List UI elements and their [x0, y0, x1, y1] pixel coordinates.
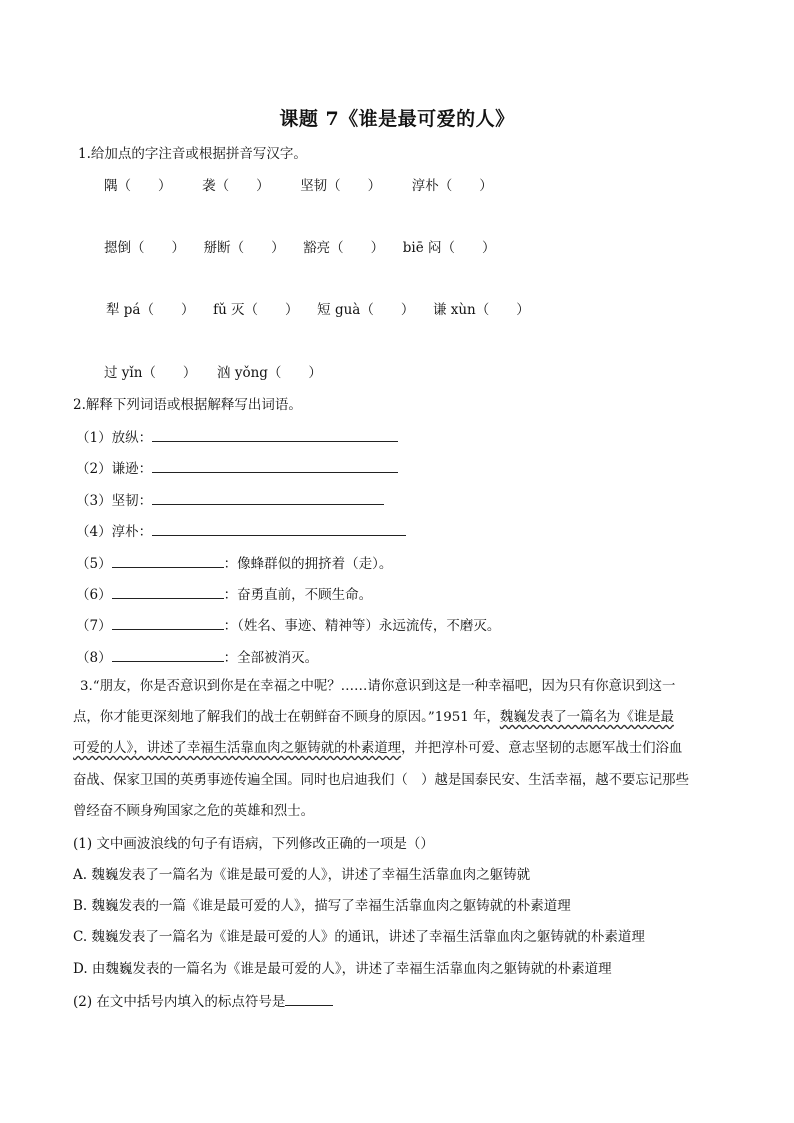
q1-row2: [104, 239, 496, 257]
q3-passage-line: [73, 740, 682, 758]
q2-item-number: （8）: [76, 650, 112, 666]
q3-option-d[interactable]: D. 由魏巍发表的一篇名为《谁是最可爱的人》，讲述了幸福生活靠血肉之躯铸就的朴素道理: [73, 961, 612, 977]
q2-item: [76, 584, 372, 604]
answer-blank[interactable]: [112, 584, 224, 599]
q3-wavy-sentence: 魏巍发表了一篇名为《谁是最: [499, 710, 674, 725]
q3-passage-text: ，并把淳朴可爱、意志坚韧的志愿军战士们浴血: [401, 741, 683, 756]
q2-item-number: （2）: [76, 461, 112, 477]
page-title: 课题 7《谁是最可爱的人》: [279, 108, 515, 130]
q2-item-number: （7）: [76, 618, 112, 634]
q2-item-word: 谦逊：: [111, 461, 153, 477]
q1-row1-item: 淳朴（ ）: [411, 178, 493, 194]
q1-row2-item: 掰断（ ）: [203, 240, 285, 256]
q3-passage-line: 奋战、保家卫国的英勇事迹传遍全国。同时也启迪我们（ ）越是国泰民安、生活幸福，越不要忘记那些: [73, 773, 689, 788]
q2-item-number: （1）: [76, 430, 112, 446]
q2-prompt: 2.解释下列词语或根据解释写出词语。: [73, 397, 302, 413]
q1-row1-item: 坚韧（ ）: [300, 178, 382, 194]
q2-item-number: （3）: [76, 493, 112, 509]
q1-row2-item: 豁亮（ ）: [303, 240, 385, 256]
q1-row2-item: biē 闷（ ）: [402, 240, 496, 256]
q1-row3-item: 短 guà（ ）: [317, 302, 415, 318]
answer-blank[interactable]: [152, 521, 406, 536]
q2-item-word: 放纵：: [111, 430, 153, 446]
q2-item-number: （5）: [76, 556, 112, 572]
q2-item-definition: ：像蜂群似的拥挤着（走）。: [223, 556, 393, 572]
q2-item: [76, 521, 406, 541]
q2-item-definition: ：奋勇直前，不顾生命。: [223, 587, 373, 603]
q2-item: [76, 615, 500, 635]
q3-subquestion: [73, 991, 333, 1011]
q2-item-definition: ：（姓名、事迹、精神等）永远流传，不磨灭。: [223, 618, 501, 634]
q2-item: [76, 427, 398, 447]
answer-blank[interactable]: [152, 427, 398, 442]
q1-row4-item: 过 yǐn（ ）: [104, 365, 197, 381]
q2-item: [76, 490, 384, 510]
q3-passage-line: [73, 709, 674, 727]
q2-item-word: 淳朴：: [111, 524, 153, 540]
q1-row1-item: 隅（ ）: [104, 178, 172, 194]
q3-passage-line: 曾经奋不顾身殉国家之危的英雄和烈士。: [73, 804, 315, 819]
q2-item: [76, 458, 398, 478]
q1-row3: [106, 301, 530, 319]
q1-row3-item: 谦 xùn（ ）: [432, 302, 530, 318]
q1-row4-item: 汹 yǒng（ ）: [217, 365, 322, 381]
q2-item: [76, 647, 318, 667]
q1-row4: [104, 364, 322, 382]
answer-blank[interactable]: [112, 647, 224, 662]
q1-row2-item: 摁倒（ ）: [104, 240, 185, 256]
answer-blank[interactable]: [112, 553, 224, 568]
answer-blank[interactable]: [112, 615, 224, 630]
q3-wavy-sentence: 可爱的人》，讲述了幸福生活靠血肉之躯铸就的朴素道理: [73, 741, 402, 756]
q2-item-number: （4）: [76, 524, 112, 540]
q3-passage-line: 3.“朋友，你是否意识到你是在幸福之中呢？……请你意识到这是一种幸福吧，因为只有你意识到这一: [80, 679, 676, 694]
answer-blank[interactable]: [152, 490, 384, 505]
q1-row3-item: fǔ 灭（ ）: [213, 302, 299, 318]
q3-subquestion: (1) 文中画波浪线的句子有语病，下列修改正确的一项是（）: [73, 836, 434, 852]
q3-passage-text: 点，你才能更深刻地了解我们的战士在朝鲜奋不顾身的原因。”1951 年，: [73, 710, 500, 725]
q3-option-b[interactable]: B. 魏巍发表的一篇《谁是最可爱的人》，描写了幸福生活靠血肉之躯铸就的朴素道理: [73, 898, 571, 914]
answer-blank[interactable]: [285, 991, 333, 1006]
q3-option-c[interactable]: C. 魏巍发表了一篇名为《谁是最可爱的人》的通讯，讲述了幸福生活靠血肉之躯铸就的朴素道理: [73, 929, 645, 945]
q2-item-number: （6）: [76, 587, 112, 603]
q1-row1: [104, 177, 493, 195]
q1-prompt: 1.给加点的字注音或根据拼音写汉字。: [78, 146, 307, 162]
q3-subquestion-text: (2) 在文中括号内填入的标点符号是: [73, 994, 286, 1010]
q3-option-a[interactable]: A. 魏巍发表了一篇名为《谁是最可爱的人》，讲述了幸福生活靠血肉之躯铸就: [73, 867, 531, 883]
answer-blank[interactable]: [152, 458, 398, 473]
q2-item: [76, 553, 392, 573]
q1-row1-item: 袭（ ）: [202, 178, 270, 194]
q2-item-definition: ：全部被消灭。: [223, 650, 319, 666]
q1-row3-item: 犁 pá（ ）: [106, 302, 195, 318]
q2-item-word: 坚韧：: [111, 493, 153, 509]
